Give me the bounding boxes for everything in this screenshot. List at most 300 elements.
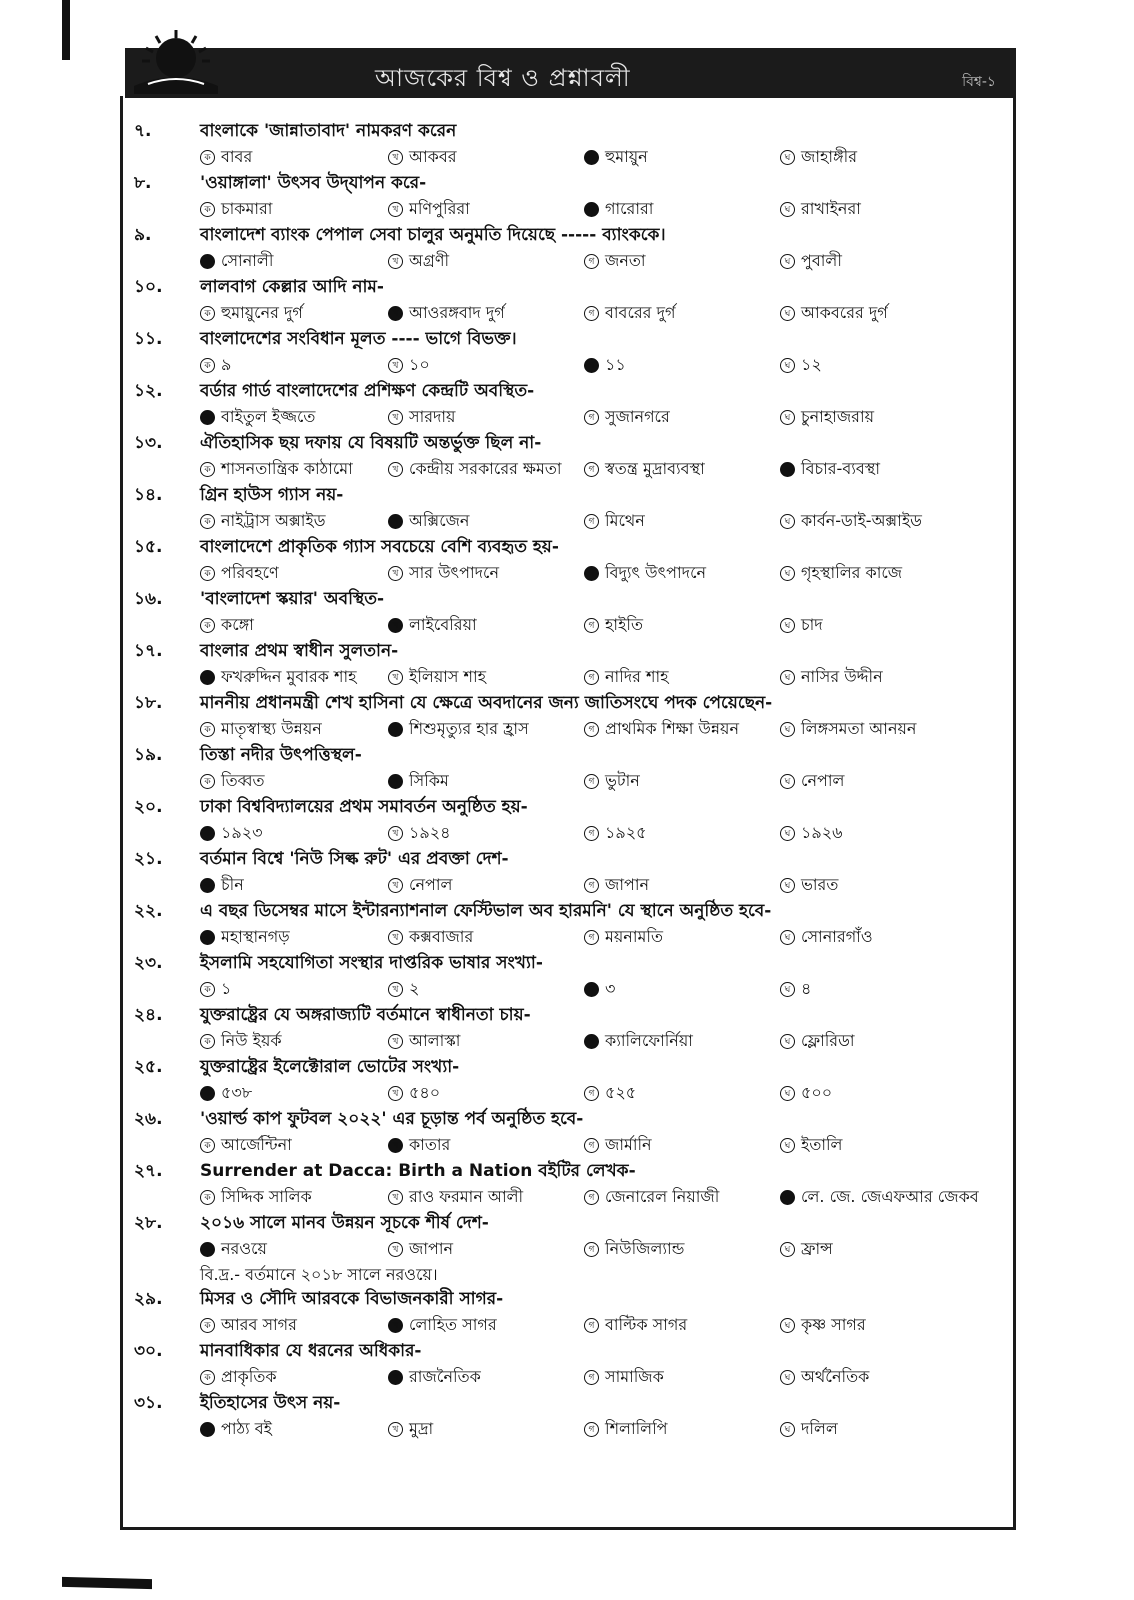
option-text: ক্যালিফোর্নিয়া xyxy=(605,1030,693,1050)
option-text: শিলালিপি xyxy=(605,1418,668,1438)
question-line xyxy=(134,846,1014,872)
question-number: ১৩. xyxy=(134,433,163,453)
option-text: পরিবহণে xyxy=(221,562,279,582)
option-text: লে. জে. জেএফআর জেকব xyxy=(801,1186,979,1206)
option-letter-marker: খ xyxy=(388,1190,403,1205)
option-row xyxy=(134,716,1014,742)
correct-answer-marker-icon: ক xyxy=(200,410,215,425)
option-row xyxy=(134,820,1014,846)
answer-option xyxy=(780,1416,1000,1443)
question-text: ইসলামি সহযোগিতা সংস্থার দাপ্তরিক ভাষার সংখ্যা- xyxy=(200,953,543,973)
option-text: পুবালী xyxy=(801,250,842,270)
option-letter-marker: গ xyxy=(584,1138,599,1153)
option-letter-marker: ঘ xyxy=(780,150,795,165)
question-item xyxy=(134,430,1014,482)
question-item xyxy=(134,534,1014,586)
question-number: ১১. xyxy=(134,329,163,349)
option-letter-marker: খ xyxy=(388,462,403,477)
answer-option xyxy=(584,300,780,327)
question-text: ২০১৬ সালে মানব উন্নয়ন সূচকে শীর্ষ দেশ- xyxy=(200,1213,489,1233)
option-row xyxy=(134,300,1014,326)
option-letter-marker: ক xyxy=(200,462,215,477)
question-item xyxy=(134,898,1014,950)
option-letter-marker: খ xyxy=(388,826,403,841)
option-text: ৫২৫ xyxy=(605,1082,637,1102)
page-header-title: আজকের বিশ্ব ও প্রশ্নাবলী xyxy=(375,64,631,92)
option-text: ফ্রান্স xyxy=(801,1238,833,1258)
question-text: যুক্তরাষ্ট্রের যে অঙ্গরাজ্যটি বর্তমানে স্বাধীনতা চায়- xyxy=(200,1005,531,1025)
question-line xyxy=(134,482,1014,508)
question-number: ১০. xyxy=(134,277,163,297)
answer-option xyxy=(200,612,388,639)
question-line xyxy=(134,690,1014,716)
correct-answer-marker-icon: খ xyxy=(388,774,403,789)
answer-option xyxy=(388,612,584,639)
question-item xyxy=(134,846,1014,898)
question-note: বি.দ্র.- বর্তমানে ২০১৮ সালে নরওয়ে। xyxy=(200,1265,438,1284)
option-letter-marker: গ xyxy=(584,722,599,737)
option-letter-marker: ক xyxy=(200,1138,215,1153)
question-number: ১৪. xyxy=(134,485,163,505)
answer-option xyxy=(200,404,388,431)
option-letter-marker: ঘ xyxy=(780,1086,795,1101)
option-row xyxy=(134,1132,1014,1158)
option-letter-marker: ঘ xyxy=(780,878,795,893)
correct-answer-marker-icon: ঘ xyxy=(780,462,795,477)
correct-answer-marker-icon: খ xyxy=(388,618,403,633)
question-item xyxy=(134,638,1014,690)
answer-option xyxy=(584,1312,780,1339)
option-row xyxy=(134,768,1014,794)
option-letter-marker: গ xyxy=(584,826,599,841)
answer-option xyxy=(388,924,584,951)
option-letter-marker: ঘ xyxy=(780,982,795,997)
question-text: বাংলাদেশে প্রাকৃতিক গ্যাস সবচেয়ে বেশি ব্যবহৃত হয়- xyxy=(200,537,559,557)
option-letter-marker: গ xyxy=(584,1190,599,1205)
option-text: ১৯২৩ xyxy=(221,822,263,842)
question-item xyxy=(134,1390,1014,1442)
option-letter-marker: ক xyxy=(200,566,215,581)
question-text: লালবাগ কেল্লার আদি নাম- xyxy=(200,277,384,297)
question-line xyxy=(134,1286,1014,1312)
option-text: ৫০০ xyxy=(801,1082,833,1102)
question-text: ঢাকা বিশ্ববিদ্যালয়ের প্রথম সমাবর্তন অনুষ্ঠিত হয়- xyxy=(200,797,528,817)
option-text: সিকিম xyxy=(409,770,449,790)
option-text: জেনারেল নিয়াজী xyxy=(605,1186,720,1206)
option-letter-marker: ক xyxy=(200,774,215,789)
answer-option xyxy=(388,664,584,691)
answer-option xyxy=(780,144,1000,171)
answer-option xyxy=(200,560,388,587)
option-text: ১৯২৫ xyxy=(605,822,647,842)
option-row xyxy=(134,872,1014,898)
option-text: প্রাকৃতিক xyxy=(221,1366,277,1386)
answer-option xyxy=(200,1028,388,1055)
option-letter-marker: ক xyxy=(200,722,215,737)
correct-answer-marker-icon: ক xyxy=(200,1242,215,1257)
option-row xyxy=(134,196,1014,222)
answer-option xyxy=(388,1080,584,1107)
option-text: ২ xyxy=(409,978,420,998)
option-letter-marker: গ xyxy=(584,618,599,633)
question-item xyxy=(134,1054,1014,1106)
option-text: নাসির উদ্দীন xyxy=(801,666,883,686)
option-text: প্রাথমিক শিক্ষা উন্নয়ন xyxy=(605,718,739,738)
page-header-label: বিশ্ব-১ xyxy=(962,74,996,90)
option-text: মাতৃস্বাস্থ্য উন্নয়ন xyxy=(221,718,322,738)
option-text: সোনারগাঁও xyxy=(801,926,873,946)
correct-answer-marker-icon: ক xyxy=(200,878,215,893)
option-letter-marker: ক xyxy=(200,1190,215,1205)
answer-option xyxy=(780,300,1000,327)
answer-option xyxy=(780,1364,1000,1391)
option-letter-marker: ক xyxy=(200,358,215,373)
option-letter-marker: ক xyxy=(200,1034,215,1049)
option-text: নিউজিল্যান্ড xyxy=(605,1238,685,1258)
question-text: 'বাংলাদেশ স্কয়ার' অবস্থিত- xyxy=(200,589,385,609)
option-letter-marker: খ xyxy=(388,410,403,425)
option-text: ৪ xyxy=(801,978,812,998)
option-text: গারোরা xyxy=(605,198,654,218)
question-line xyxy=(134,794,1014,820)
answer-option xyxy=(200,976,388,1003)
option-text: হুমায়ুন xyxy=(605,146,648,166)
option-letter-marker: ঘ xyxy=(780,1370,795,1385)
option-text: কৃষ্ণ সাগর xyxy=(801,1314,866,1334)
option-letter-marker: খ xyxy=(388,1422,403,1437)
option-letter-marker: গ xyxy=(584,670,599,685)
question-text: বাংলাদেশের সংবিধান মূলত ---- ভাগে বিভক্ত। xyxy=(200,329,517,349)
option-letter-marker: খ xyxy=(388,254,403,269)
question-text: তিস্তা নদীর উৎপত্তিস্থল- xyxy=(200,745,362,765)
option-text: জার্মানি xyxy=(605,1134,652,1154)
answer-option xyxy=(780,248,1000,275)
option-text: ভারত xyxy=(801,874,839,894)
answer-option xyxy=(584,196,780,223)
option-text: বাবরের দুর্গ xyxy=(605,302,676,322)
option-text: অগ্রণী xyxy=(409,250,450,270)
correct-answer-marker-icon: ক xyxy=(200,254,215,269)
option-text: চুনাহাজরায় xyxy=(801,406,875,426)
question-line xyxy=(134,638,1014,664)
page-bottom-shadow xyxy=(62,1577,152,1589)
option-text: ভুটান xyxy=(605,770,640,790)
question-line xyxy=(134,1158,1014,1184)
answer-option xyxy=(584,352,780,379)
answer-option xyxy=(388,1236,584,1263)
option-text: গৃহস্থালির কাজে xyxy=(801,562,903,582)
option-text: কক্সবাজার xyxy=(409,926,474,946)
option-letter-marker: খ xyxy=(388,150,403,165)
correct-answer-marker-icon: ক xyxy=(200,1422,215,1437)
answer-option xyxy=(388,1312,584,1339)
question-text: বর্ডার গার্ড বাংলাদেশের প্রশিক্ষণ কেন্দ্রটি অবস্থিত- xyxy=(200,381,535,401)
answer-option xyxy=(584,924,780,951)
option-letter-marker: গ xyxy=(584,1370,599,1385)
question-text: মাননীয় প্রধানমন্ত্রী শেখ হাসিনা যে ক্ষেত্রে অবদানের জন্য জাতিসংঘে পদক পেয়েছেন- xyxy=(200,693,773,713)
option-letter-marker: গ xyxy=(584,878,599,893)
option-letter-marker: গ xyxy=(584,1422,599,1437)
answer-option xyxy=(584,716,780,743)
correct-answer-marker-icon: খ xyxy=(388,1318,403,1333)
option-text: স্বতন্ত্র মুদ্রাব্যবস্থা xyxy=(605,458,705,478)
answer-option xyxy=(388,1028,584,1055)
publisher-emblem-icon xyxy=(128,28,224,96)
option-text: ৫৩৮ xyxy=(221,1082,253,1102)
answer-option xyxy=(200,872,388,899)
option-letter-marker: ঘ xyxy=(780,1318,795,1333)
option-text: নেপাল xyxy=(801,770,845,790)
question-number: ২৬. xyxy=(134,1109,163,1129)
question-line xyxy=(134,1338,1014,1364)
option-letter-marker: খ xyxy=(388,670,403,685)
answer-option xyxy=(584,1364,780,1391)
question-line xyxy=(134,326,1014,352)
option-letter-marker: গ xyxy=(584,1318,599,1333)
option-text: লাইবেরিয়া xyxy=(409,614,477,634)
option-row xyxy=(134,144,1014,170)
correct-answer-marker-icon: গ xyxy=(584,358,599,373)
option-text: সিদ্দিক সালিক xyxy=(221,1186,312,1206)
answer-option xyxy=(388,456,584,483)
question-number: ২৫. xyxy=(134,1057,163,1077)
option-row xyxy=(134,664,1014,690)
question-number: ২৮. xyxy=(134,1213,163,1233)
answer-option xyxy=(388,1184,584,1211)
answer-option xyxy=(388,196,584,223)
answer-option xyxy=(200,144,388,171)
correct-answer-marker-icon: খ xyxy=(388,1370,403,1385)
option-letter-marker: ঘ xyxy=(780,774,795,789)
answer-option xyxy=(388,248,584,275)
answer-option xyxy=(200,820,388,847)
option-letter-marker: ঘ xyxy=(780,566,795,581)
option-letter-marker: খ xyxy=(388,358,403,373)
option-text: সারদায় xyxy=(409,406,456,426)
answer-option xyxy=(780,560,1000,587)
answer-option xyxy=(200,300,388,327)
option-row xyxy=(134,560,1014,586)
option-text: লিঙ্গসমতা আনয়ন xyxy=(801,718,917,738)
option-row xyxy=(134,248,1014,274)
question-text: 'ওয়ার্ল্ড কাপ ফুটবল ২০২২' এর চূড়ান্ত পর্ব অনুষ্ঠিত হবে- xyxy=(200,1109,584,1129)
question-text: মিসর ও সৌদি আরবকে বিভাজনকারী সাগর- xyxy=(200,1289,504,1309)
option-letter-marker: ক xyxy=(200,982,215,997)
answer-option xyxy=(200,924,388,951)
question-number: ১৬. xyxy=(134,589,163,609)
answer-option xyxy=(780,612,1000,639)
answer-option xyxy=(388,560,584,587)
option-letter-marker: গ xyxy=(584,1086,599,1101)
question-item xyxy=(134,274,1014,326)
option-text: হাইতি xyxy=(605,614,643,634)
question-number: ৩০. xyxy=(134,1341,163,1361)
option-row xyxy=(134,1236,1014,1262)
answer-option xyxy=(388,768,584,795)
option-letter-marker: ঘ xyxy=(780,358,795,373)
option-text: মুদ্রা xyxy=(409,1418,434,1438)
answer-option xyxy=(780,768,1000,795)
answer-option xyxy=(388,300,584,327)
question-text: বাংলাদেশ ব্যাংক পেপাল সেবা চালুর অনুমতি দিয়েছে ----- ব্যাংককে। xyxy=(200,225,666,245)
option-row xyxy=(134,1312,1014,1338)
option-text: ৯ xyxy=(221,354,232,374)
option-text: অক্সিজেন xyxy=(409,510,470,530)
answer-option xyxy=(388,716,584,743)
question-text: ঐতিহাসিক ছয় দফায় যে বিষয়টি অন্তর্ভুক্ত ছিল না- xyxy=(200,433,542,453)
option-letter-marker: ঘ xyxy=(780,1242,795,1257)
option-text: কঙ্গো xyxy=(221,614,254,634)
correct-answer-marker-icon: খ xyxy=(388,514,403,529)
option-letter-marker: ঘ xyxy=(780,1422,795,1437)
option-text: জাহাঙ্গীর xyxy=(801,146,857,166)
answer-option xyxy=(780,1312,1000,1339)
question-text: গ্রিন হাউস গ্যাস নয়- xyxy=(200,485,344,505)
option-letter-marker: ঘ xyxy=(780,930,795,945)
answer-option xyxy=(584,456,780,483)
answer-option xyxy=(200,1184,388,1211)
question-item xyxy=(134,586,1014,638)
option-letter-marker: খ xyxy=(388,566,403,581)
answer-option xyxy=(780,976,1000,1003)
answer-option xyxy=(584,664,780,691)
question-text: Surrender at Dacca: Birth a Nation বইটির লেখক- xyxy=(200,1161,636,1181)
option-text: জাপান xyxy=(605,874,650,894)
question-number: ২৭. xyxy=(134,1161,163,1181)
option-text: বিচার-ব্যবস্থা xyxy=(801,458,881,478)
option-text: ১২ xyxy=(801,354,822,374)
question-item xyxy=(134,170,1014,222)
question-item xyxy=(134,1338,1014,1390)
option-text: আকবরের দুর্গ xyxy=(801,302,888,322)
answer-option xyxy=(200,196,388,223)
option-text: আওরঙ্গবাদ দুর্গ xyxy=(409,302,505,322)
correct-answer-marker-icon: ক xyxy=(200,930,215,945)
question-item xyxy=(134,794,1014,846)
option-text: নিউ ইয়র্ক xyxy=(221,1030,282,1050)
option-text: আলাস্কা xyxy=(409,1030,461,1050)
option-letter-marker: ক xyxy=(200,1370,215,1385)
answer-option xyxy=(388,1416,584,1443)
question-item xyxy=(134,1002,1014,1054)
question-number: ১৮. xyxy=(134,693,163,713)
correct-answer-marker-icon: গ xyxy=(584,1034,599,1049)
option-letter-marker: ঘ xyxy=(780,306,795,321)
option-text: আরব সাগর xyxy=(221,1314,297,1334)
question-item xyxy=(134,1158,1014,1210)
option-text: চাকমারা xyxy=(221,198,273,218)
answer-option xyxy=(780,924,1000,951)
option-letter-marker: খ xyxy=(388,1034,403,1049)
option-row xyxy=(134,456,1014,482)
correct-answer-marker-icon: ঘ xyxy=(780,1190,795,1205)
question-number: ২৪. xyxy=(134,1005,163,1025)
option-text: লোহিত সাগর xyxy=(409,1314,497,1334)
question-number: ১৯. xyxy=(134,745,163,765)
page-header-bar xyxy=(125,48,1016,98)
answer-option xyxy=(584,976,780,1003)
option-row xyxy=(134,1028,1014,1054)
option-text: সোনালী xyxy=(221,250,274,270)
question-item xyxy=(134,1106,1014,1158)
question-number: ১২. xyxy=(134,381,163,401)
option-row xyxy=(134,1364,1014,1390)
answer-option xyxy=(584,768,780,795)
question-item xyxy=(134,1210,1014,1286)
option-text: ৫৪০ xyxy=(409,1082,441,1102)
option-row xyxy=(134,508,1014,534)
option-letter-marker: ক xyxy=(200,618,215,633)
option-letter-marker: খ xyxy=(388,202,403,217)
answer-option xyxy=(780,1028,1000,1055)
question-number: ৮. xyxy=(134,173,152,193)
answer-option xyxy=(584,404,780,431)
option-text: মিথেন xyxy=(605,510,645,530)
option-text: ফ্লোরিডা xyxy=(801,1030,855,1050)
option-letter-marker: গ xyxy=(584,462,599,477)
option-letter-marker: ঘ xyxy=(780,410,795,425)
question-number: ২২. xyxy=(134,901,163,921)
question-line xyxy=(134,274,1014,300)
answer-option xyxy=(200,716,388,743)
option-letter-marker: খ xyxy=(388,930,403,945)
answer-option xyxy=(780,1236,1000,1263)
question-text: বর্তমান বিশ্বে 'নিউ সিল্ক রুট' এর প্রবক্তা দেশ- xyxy=(200,849,509,869)
option-row xyxy=(134,1184,1014,1210)
option-text: ১৯২৪ xyxy=(409,822,451,842)
option-text: জনতা xyxy=(605,250,646,270)
option-letter-marker: ঘ xyxy=(780,722,795,737)
option-letter-marker: খ xyxy=(388,878,403,893)
answer-option xyxy=(200,1132,388,1159)
option-text: বাইতুল ইজ্জতে xyxy=(221,406,316,426)
option-text: বিদ্যুৎ উৎপাদনে xyxy=(605,562,707,582)
correct-answer-marker-icon: ক xyxy=(200,670,215,685)
answer-option xyxy=(584,1184,780,1211)
option-letter-marker: ঘ xyxy=(780,826,795,841)
option-letter-marker: গ xyxy=(584,514,599,529)
option-letter-marker: ঘ xyxy=(780,670,795,685)
option-text: মণিপুরিরা xyxy=(409,198,470,218)
question-number: ১৭. xyxy=(134,641,163,661)
option-text: তিব্বত xyxy=(221,770,265,790)
question-line xyxy=(134,534,1014,560)
page-spine-shadow xyxy=(62,0,70,60)
question-text: 'ওয়াঙ্গালা' উৎসব উদ্‌যাপন করে- xyxy=(200,173,427,193)
question-item xyxy=(134,118,1014,170)
option-text: বাল্টিক সাগর xyxy=(605,1314,688,1334)
question-text: বাংলাকে 'জান্নাতাবাদ' নামকরণ করেন xyxy=(200,121,457,141)
answer-option xyxy=(780,664,1000,691)
question-line xyxy=(134,1054,1014,1080)
option-row xyxy=(134,924,1014,950)
option-text: নরওয়ে xyxy=(221,1238,267,1258)
option-text: সামাজিক xyxy=(605,1366,664,1386)
option-text: আকবর xyxy=(409,146,457,166)
question-item xyxy=(134,742,1014,794)
answer-option xyxy=(780,1184,1000,1211)
question-line xyxy=(134,742,1014,768)
answer-option xyxy=(200,1364,388,1391)
option-row xyxy=(134,404,1014,430)
option-text: ১১ xyxy=(605,354,626,374)
answer-option xyxy=(388,144,584,171)
option-text: চাদ xyxy=(801,614,823,634)
answer-option xyxy=(584,560,780,587)
answer-option xyxy=(584,1028,780,1055)
answer-option xyxy=(780,820,1000,847)
option-letter-marker: ক xyxy=(200,202,215,217)
